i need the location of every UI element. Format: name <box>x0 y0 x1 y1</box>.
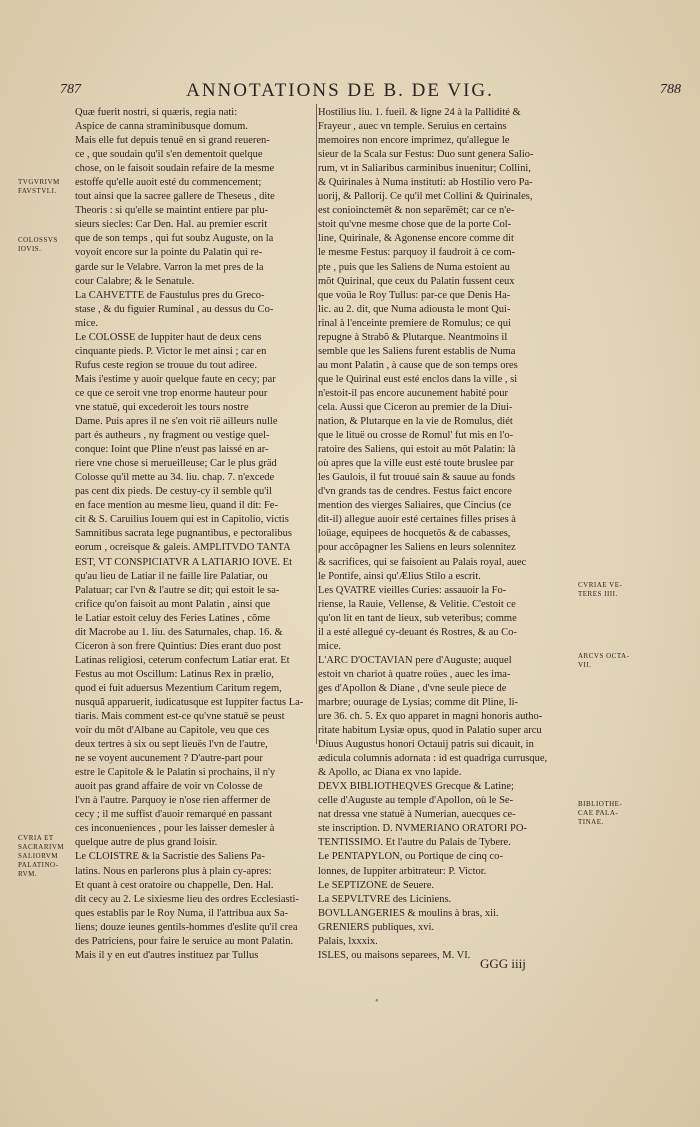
text-line: que voüa le Roy Tullus: par-ce que Denis Ha- <box>318 289 511 301</box>
text-line: L'ARC D'OCTAVIAN pere d'Auguste; auquel <box>318 654 512 666</box>
text-line: mice. <box>75 317 99 329</box>
text-line: liens; douze ieunes gentils-hommes d'eslite qu'il crea <box>75 921 298 933</box>
text-line: lic. au 2. dit, que Numa adiousta le mont Qui- <box>318 303 511 315</box>
text-line: DEVX BIBLIOTHEQVES Grecque & Latine; <box>318 781 514 793</box>
text-line: La SEPVLTVRE des Liciniens. <box>318 893 452 905</box>
page-number-left: 787 <box>60 82 81 97</box>
text-line: ratoire des Saliens, qui estoit au mõt Palatin: là <box>318 444 516 456</box>
text-line: Quæ fuerit nostri, si quæris, regia nati: <box>75 107 238 118</box>
text-line: & Quirinales à Numa instituti: ab Hostilio vero Pa- <box>318 177 533 189</box>
text-line: des Patriciens, pour faire le seruice au mont Palatin. <box>75 935 294 947</box>
text-line: TENTISSIMO. Et l'autre du Palais de Tybere. <box>318 837 511 849</box>
text-line: cecy ; il me suffist d'auoir remarqué en passant <box>75 809 273 821</box>
text-line: Latinas religiosi, ceterum confectum Latiar erat. Et <box>75 654 290 666</box>
text-line: EST, VT CONSPICIATVR A LATIARIO IOVE. Et <box>75 556 293 568</box>
text-line: qu'au lieu de Latiar il ne faille lire Palatiar, ou <box>75 570 268 582</box>
text-line: nat dressa vne statuë à Numerian, auecques ce- <box>318 809 516 821</box>
text-line: stoit qu'vne mesme chose que de la porte Col- <box>318 219 512 231</box>
text-line: & sacrifices, qui se faisoient au Palais royal, auec <box>318 556 527 568</box>
text-line: ce , que soudain qu'il s'en dementoit quelque <box>75 149 263 161</box>
text-line: memoires non encore imprimez, qu'allegue le <box>318 135 510 147</box>
signature-mark: GGG iiij <box>480 956 526 971</box>
text-line: pte , puis que les Saliens de Numa estoient au <box>318 261 510 273</box>
text-line: Samnitibus sacrata lege pugnantibus, e pectoralibus <box>75 528 292 540</box>
text-line: ces inconueniences , pour les laisser demesler à <box>75 823 275 835</box>
text-line: tiaris. Mais comment est-ce qu'vne statuë se peust <box>75 711 285 723</box>
text-line: BOVLLANGERIES & moulins à bras, xii. <box>318 907 499 919</box>
text-line: Le COLOSSE de Iuppiter haut de deux cens <box>75 331 262 343</box>
text-line: ges d'Apollon & Diane , d'vne seule piece de <box>318 682 507 694</box>
text-line: pas cent dix pieds. De cestuy-cy il semble qu'il <box>75 486 272 498</box>
text-line: celle d'Auguste au temple d'Apollon, où le Se- <box>318 795 514 807</box>
text-line: tout ainsi que la sacree gallere de Theseus , dite <box>75 191 275 203</box>
text-line: dit-il) allegue auoir esté certaines filles prises à <box>318 514 516 526</box>
text-line: Frayeur , auec vn temple. Seruius en certains <box>318 121 507 133</box>
ornament-dot: • <box>375 996 379 1007</box>
text-line: ques establis par le Roy Numa, il l'attribua aux Sa- <box>75 907 289 919</box>
text-line: Mais il y en eut d'autres instituez par Tullus <box>75 949 259 961</box>
margin-note-curia: CVRIA ET SACRARIVM SALIORVM PALATINO- RVM. <box>18 834 65 878</box>
text-line: quod ei fuit aduersus Mezentium Caritum regem, <box>75 682 282 694</box>
text-line: dit Macrobe au 1. liu. des Saturnales, chap. 16. & <box>75 626 283 638</box>
text-line: Palatuar; car l'vn & l'autre se dit; qui estoit le sa- <box>75 584 280 596</box>
text-line: line, Quirinale, & Agonense encore comme dit <box>318 233 514 245</box>
text-line: cinquante pieds. P. Victor le met ainsi ; car en <box>75 345 267 357</box>
text-line: Les QVATRE vieilles Curies: assauoir la Fo- <box>318 584 507 596</box>
text-line: ISLES, ou maisons separees, M. VI. <box>318 949 471 961</box>
text-line: rum, vt in Saliaribus carminibus inuenitur; Collini, <box>318 163 531 175</box>
text-line: estoffe qu'elle auoit esté du commencement; <box>75 177 262 189</box>
text-line: garde sur le Velabre. Varron la met pres de la <box>75 261 264 273</box>
left-column <box>75 106 315 963</box>
text-line: d'vn grands tas de cendres. Festus faict encore <box>318 486 512 498</box>
text-line: ure 36. ch. 5. Ex quo apparet in magni honoris autho- <box>318 711 543 723</box>
text-line: mice. <box>318 640 342 652</box>
text-line: rinal à l'enceinte premiere de Romulus; ce qui <box>318 317 511 329</box>
text-line: en face mention au mesme lieu, quand il dit: Fe- <box>75 500 278 512</box>
text-line: nation, & Plutarque en la vie de Romulus, diét <box>318 416 513 428</box>
text-line: Hostilius liu. 1. fueil. & ligne 24 à la Pallidité & <box>318 107 521 118</box>
text-line: il a esté allegué cy-deuant és Rostres, & au Co- <box>318 626 517 638</box>
text-line: deux tertres à six ou sept lieuës l'vn de l'autre, <box>75 739 268 751</box>
text-line: le mesme Festus: parquoy il faudroit à ce com- <box>318 247 516 259</box>
text-line: estre le Capitole & le Palatin si prochains, il n'y <box>75 767 276 779</box>
text-line: que le lituë ou crosse de Romul' fut mis en l'o- <box>318 430 514 442</box>
text-line: voyoit encore sur la pointe du Palatin qui re- <box>75 247 263 259</box>
text-line: cit & S. Caruilius Iouem qui est in Capitolio, victis <box>75 514 289 526</box>
text-line: que de son temps , qui fut soubz Auguste, on la <box>75 233 274 245</box>
text-line: repugne à Strabõ & Plutarque. Neantmoins il <box>318 331 508 343</box>
text-line: Aspice de canna straminibusque domum. <box>75 121 248 133</box>
text-line: sieur de la Scala sur Festus: Duo sunt genera Salio- <box>318 149 534 161</box>
text-line: ste inscription. D. NVMERIANO ORATORI PO- <box>318 823 527 835</box>
text-line: lonnes, de Iuppiter arbitrateur: P. Victor. <box>318 865 487 877</box>
text-line: Mais i'estime y auoir quelque faute en cecy; par <box>75 373 276 385</box>
margin-note-tugurium: TVGVRIVM FAVSTVLI. <box>18 178 60 195</box>
text-line: stase , & du figuier Ruminal , au dessus du Co- <box>75 303 274 315</box>
text-line: Theoris : si qu'elle se maintint entiere par plu- <box>75 205 269 217</box>
text-line: est conioinctemët & non separëmët; car ce n'e- <box>318 205 515 217</box>
text-line: nusquã apparuerit, iudicatusque est Iuppiter factus La- <box>75 696 304 708</box>
text-line: le Latiar estoit celuy des Feries Latines , cõme <box>75 612 271 624</box>
text-line: Diuus Augustus honori Octauij patris sui dicauit, in <box>318 739 534 751</box>
text-line: Le PENTAPYLON, ou Portique de cinq co- <box>318 851 503 863</box>
text-line: auoit pas grand affaire de voir vn Colosse de <box>75 781 263 793</box>
text-line: Colosse qu'il mette au 34. liu. chap. 7. n'excede <box>75 472 275 484</box>
text-line: riere vne chose si merueilleuse; Car le plus gräd <box>75 458 277 470</box>
text-line: uorij, & Pallorij. Ce qu'il met Collini & Quirinales, <box>318 191 533 203</box>
text-line: crifice qu'on faisoit au mont Palatin , ainsi que <box>75 598 271 610</box>
text-line: que le Quirinal eust esté enclos dans la ville , si <box>318 373 518 385</box>
text-line: où apres que la ville eust esté toute bruslee par <box>318 458 514 470</box>
text-line: mention des vierges Saliaires, que Cincius (ce <box>318 500 512 512</box>
text-line: marbre; ouurage de Lysias; comme dit Pline, li- <box>318 696 519 708</box>
text-line: ne se voyent aucunement ? D'autre-part pour <box>75 753 263 765</box>
text-line: loüage, equipees de hocquetõs & de cabasses, <box>318 528 511 540</box>
text-line: eorum , ocreisque & galeis. AMPLITVDO TANTA <box>75 542 291 554</box>
text-line: Mais elle fut depuis tenuë en si grand reueren- <box>75 135 270 147</box>
column-divider <box>316 104 317 744</box>
text-line: Rufus ceste region se trouue du tout adiree. <box>75 359 257 371</box>
text-line: part és autheurs , ny fragment ou vestige quel- <box>75 430 270 442</box>
text-line: n'estoit-il pas encore aucunement habité pour <box>318 387 508 399</box>
text-line: les Gaulois, il fut trouué sain & sauue au fonds <box>318 472 516 484</box>
text-line: conque: Ioint que Pline n'eust pas laissé en ar- <box>75 444 269 456</box>
running-head: ANNOTATIONS DE B. DE VIG. <box>186 80 494 101</box>
text-line: dit cecy au 2. Le sixiesme lieu des ordres Ecclesiasti- <box>75 893 299 905</box>
text-line: GRENIERS publiques, xvi. <box>318 921 435 933</box>
text-line: au mont Palatin , à cause que de son temps ores <box>318 359 518 371</box>
text-line: Dame. Puis apres il ne s'en voit rië ailleurs nulle <box>75 416 278 428</box>
text-line: le Pontife, ainsi qu'Ælius Stilo a escrit. <box>318 570 481 582</box>
margin-note-curiae: CVRIAE VE- TERES IIII. <box>578 581 623 598</box>
text-line: Et quant à cest oratoire ou chappelle, Den. Hal. <box>75 879 274 891</box>
margin-note-arcus: ARCVS OCTA- VII. <box>578 652 630 669</box>
text-line: ce que ce seroit vne trop enorme hauteur pour <box>75 387 268 399</box>
text-line: Ciceron à son frere Quintius: Dies erant duo post <box>75 640 281 652</box>
text-line: sieurs siecles: Car Den. Hal. au premier escrit <box>75 219 268 231</box>
text-line: ritate habitum Lysiæ opus, quod in Palatio super arcu <box>318 725 542 737</box>
text-line: mõt Quirinal, que ceux du Palatin fussent ceux <box>318 275 515 287</box>
text-line: La CAHVETTE de Faustulus pres du Greco- <box>75 289 265 301</box>
text-line: Le SEPTIZONE de Seuere. <box>318 879 435 891</box>
text-line: cour Calabre; & le Senatule. <box>75 275 195 287</box>
text-line: Festus au mot Oscillum: Latinus Rex in prælio, <box>75 668 274 680</box>
text-line: Palais, lxxxix. <box>318 935 378 947</box>
text-line: l'vn à l'autre. Parquoy ie n'ose rien affermer de <box>75 795 271 807</box>
right-column <box>318 106 570 963</box>
text-line: vne statuë, qui excederoit les tours nostre <box>75 401 249 413</box>
text-line: latins. Nous en parlerons plus à plain cy-apres: <box>75 865 272 877</box>
text-line: cela. Aussi que Ciceron au premier de la Diui- <box>318 401 513 413</box>
text-line: riense, la Rauie, Vellense, & Velitie. C'estoit ce <box>318 598 516 610</box>
text-line: estoit vn chariot à quatre roües , auec les ima- <box>318 668 511 680</box>
text-line: qu'on lit en tant de lieux, sub veteribus; comme <box>318 612 517 624</box>
text-line: voir du mõt d'Albane au Capitole, veu que ces <box>75 725 270 737</box>
text-line: quelque autre de plus grand loisir. <box>75 837 218 849</box>
text-line: pour accõpagner les Saliens en leurs solennitez <box>318 542 516 554</box>
text-line: ædicula columnis adornata : id est quadriga currusque, <box>318 753 548 765</box>
text-line: & Apollo, ac Diana ex vno lapide. <box>318 767 462 779</box>
margin-note-bibliothecae: BIBLIOTHE- CAE PALA- TINAE. <box>578 800 623 826</box>
text-line: semble que les Saliens furent establis de Numa <box>318 345 516 357</box>
text-line: Le CLOISTRE & la Sacristie des Saliens Pa- <box>75 851 265 863</box>
text-line: chose, on le faisoit soudain refaire de la mesme <box>75 163 275 175</box>
margin-note-colossus: COLOSSVS IOVIS. <box>18 236 58 253</box>
page-number-right: 788 <box>660 82 681 97</box>
